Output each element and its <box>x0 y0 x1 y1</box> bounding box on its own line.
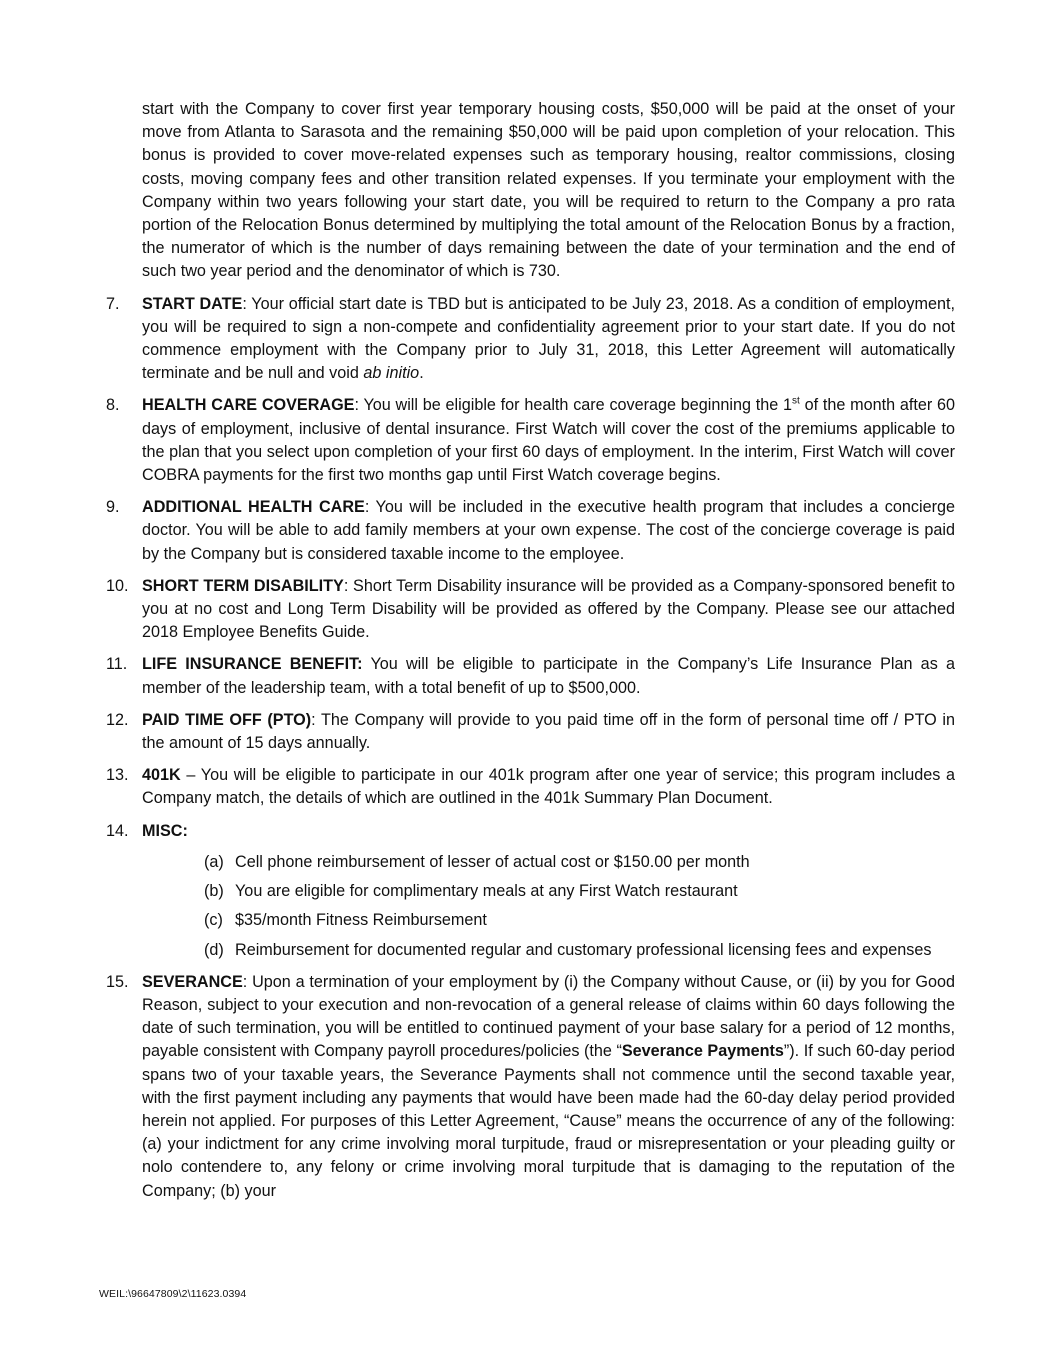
misc-item-licensing-fees <box>204 939 955 962</box>
section-title: SEVERANCE <box>142 972 243 991</box>
section-number: 15. <box>106 972 129 991</box>
relocation-bonus-paragraph: start with the Company to cover first year temporary housing costs, $50,000 will be paid at the onset of your move from Atlanta to Sarasota and the remaining $50,000 will be paid upon completion of your relocation. This bonus is provided to cover move-related expenses such as temporary housing, realtor commissions, closing costs, moving company fees and other transition related expenses. If you terminate your employment with the Company within two years following your start date, you will be required to return to the Company a pro rata portion of the Relocation Bonus determined by multiplying the total amount of the Relocation Bonus by a fraction, the numerator of which is the number of days remaining between the date of your termination and the end of such two year period and the denominator of which is 730. <box>142 100 955 281</box>
section-number: 10. <box>106 576 129 595</box>
subitem-label: (b) <box>204 882 224 901</box>
section-title: START DATE <box>142 294 243 313</box>
document-id-footer: WEIL:\96647809\2\11623.0394 <box>99 1288 247 1300</box>
section-title: 401K <box>142 766 181 785</box>
section-number: 8. <box>106 396 120 415</box>
section-number: 13. <box>106 766 129 785</box>
subitem-label: (a) <box>204 852 224 871</box>
section-start-date: 7. START DATE: Your official start date is TBD but is anticipated to be July 23, 2018. As a condition of employment, you will be required to sign a non-compete and confidentiality agreement prior to your start date. If you do not commence employment with the Company prior to July 31, 2018, this Letter Agreement will automatically terminate and be null and void ab initio. <box>106 294 955 383</box>
subitem-label: (c) <box>204 911 223 930</box>
document-body <box>106 98 956 1212</box>
section-severance: 15. SEVERANCE: Upon a termination of your employment by (i) the Company without Cause, or (ii) by you for Good Reason, subject to your execution and non-revocation of a general release of claims within 60 days following the date of such termination, you will be entitled to continued payment of your base salary for a period of 12 months, payable consistent with Company payroll procedures/policies (the “Severance Payments”). If such 60-day period spans two of your taxable years, the Severance Payments shall not commence until the second taxable year, with the first payment including any payments that would have been made had the 60-day delay period provided herein not applied. For purposes of this Letter Agreement, “Cause” means the occurrence of any of the following: (a) your indictment for any crime involving moral turpitude, fraud or misrepresentation or your pleading guilty or nolo contendere to, any felony or crime involving moral turpitude that is damaging to the reputation of the Company; (b) your <box>106 972 956 1200</box>
defined-term: Severance Payments <box>621 1042 784 1061</box>
subitem-text: Reimbursement for documented regular and customary professional licensing fees and expenses <box>235 940 932 959</box>
section-number: 11. <box>106 655 128 674</box>
section-life-insurance: 11. LIFE INSURANCE BENEFIT: You will be eligible to participate in the Company’s Life Insurance Plan as a member of the leadership team, with a total benefit of up to $500,000. <box>106 655 955 697</box>
section-number: 14. <box>106 821 129 840</box>
misc-item-meals <box>204 880 955 903</box>
section-401k: 13. 401K – You will be eligible to participate in our 401k program after one year of service; this program includes a Company match, the details of which are outlined in the 401k Summary Plan Document. <box>106 766 955 808</box>
misc-item-cell-phone <box>204 851 955 874</box>
section-health-care-coverage: 8. HEALTH CARE COVERAGE: You will be eligible for health care coverage beginning the 1st of the month after 60 days of employment, inclusive of dental insurance. First Watch will cover the cost of the premiums applicable to the plan that you select upon completion of your first 60 days of employment. In the interim, First Watch will cover COBRA payments for the first two months gap until First Watch coverage begins. <box>106 396 955 485</box>
subitem-label: (d) <box>204 940 224 959</box>
section-misc <box>106 820 955 962</box>
section-number: 9. <box>106 498 120 517</box>
section-title: PAID TIME OFF (PTO) <box>142 710 312 729</box>
subitem-text: $35/month Fitness Reimbursement <box>235 911 487 930</box>
subitem-text: You are eligible for complimentary meals at any First Watch restaurant <box>235 882 738 901</box>
section-additional-health-care: 9. ADDITIONAL HEALTH CARE: You will be included in the executive health program that includes a concierge doctor. You will be able to add family members at your own expense. The cost of the concierge coverage is paid by the Company but is considered taxable income to the employee. <box>106 498 955 563</box>
section-title: HEALTH CARE COVERAGE <box>142 396 355 415</box>
misc-sublist <box>142 851 955 962</box>
section-number: 7. <box>106 294 120 313</box>
section-title: MISC: <box>142 821 188 840</box>
section-short-term-disability: 10. SHORT TERM DISABILITY: Short Term Disability insurance will be provided as a Company-sponsored benefit to you at no cost and Long Term Disability will be provided as offered by the Company. Please see our attached 2018 Employee Benefits Guide. <box>106 576 955 642</box>
misc-item-fitness <box>204 909 955 932</box>
section-title: SHORT TERM DISABILITY <box>142 576 344 595</box>
section-title: LIFE INSURANCE BENEFIT: <box>142 655 363 674</box>
subitem-text: Cell phone reimbursement of lesser of actual cost or $150.00 per month <box>235 852 750 871</box>
section-paid-time-off: 12. PAID TIME OFF (PTO): The Company will provide to you paid time off in the form of personal time off / PTO in the amount of 15 days annually. <box>106 710 956 753</box>
section-title: ADDITIONAL HEALTH CARE <box>142 498 365 517</box>
section-number: 12. <box>106 710 129 729</box>
